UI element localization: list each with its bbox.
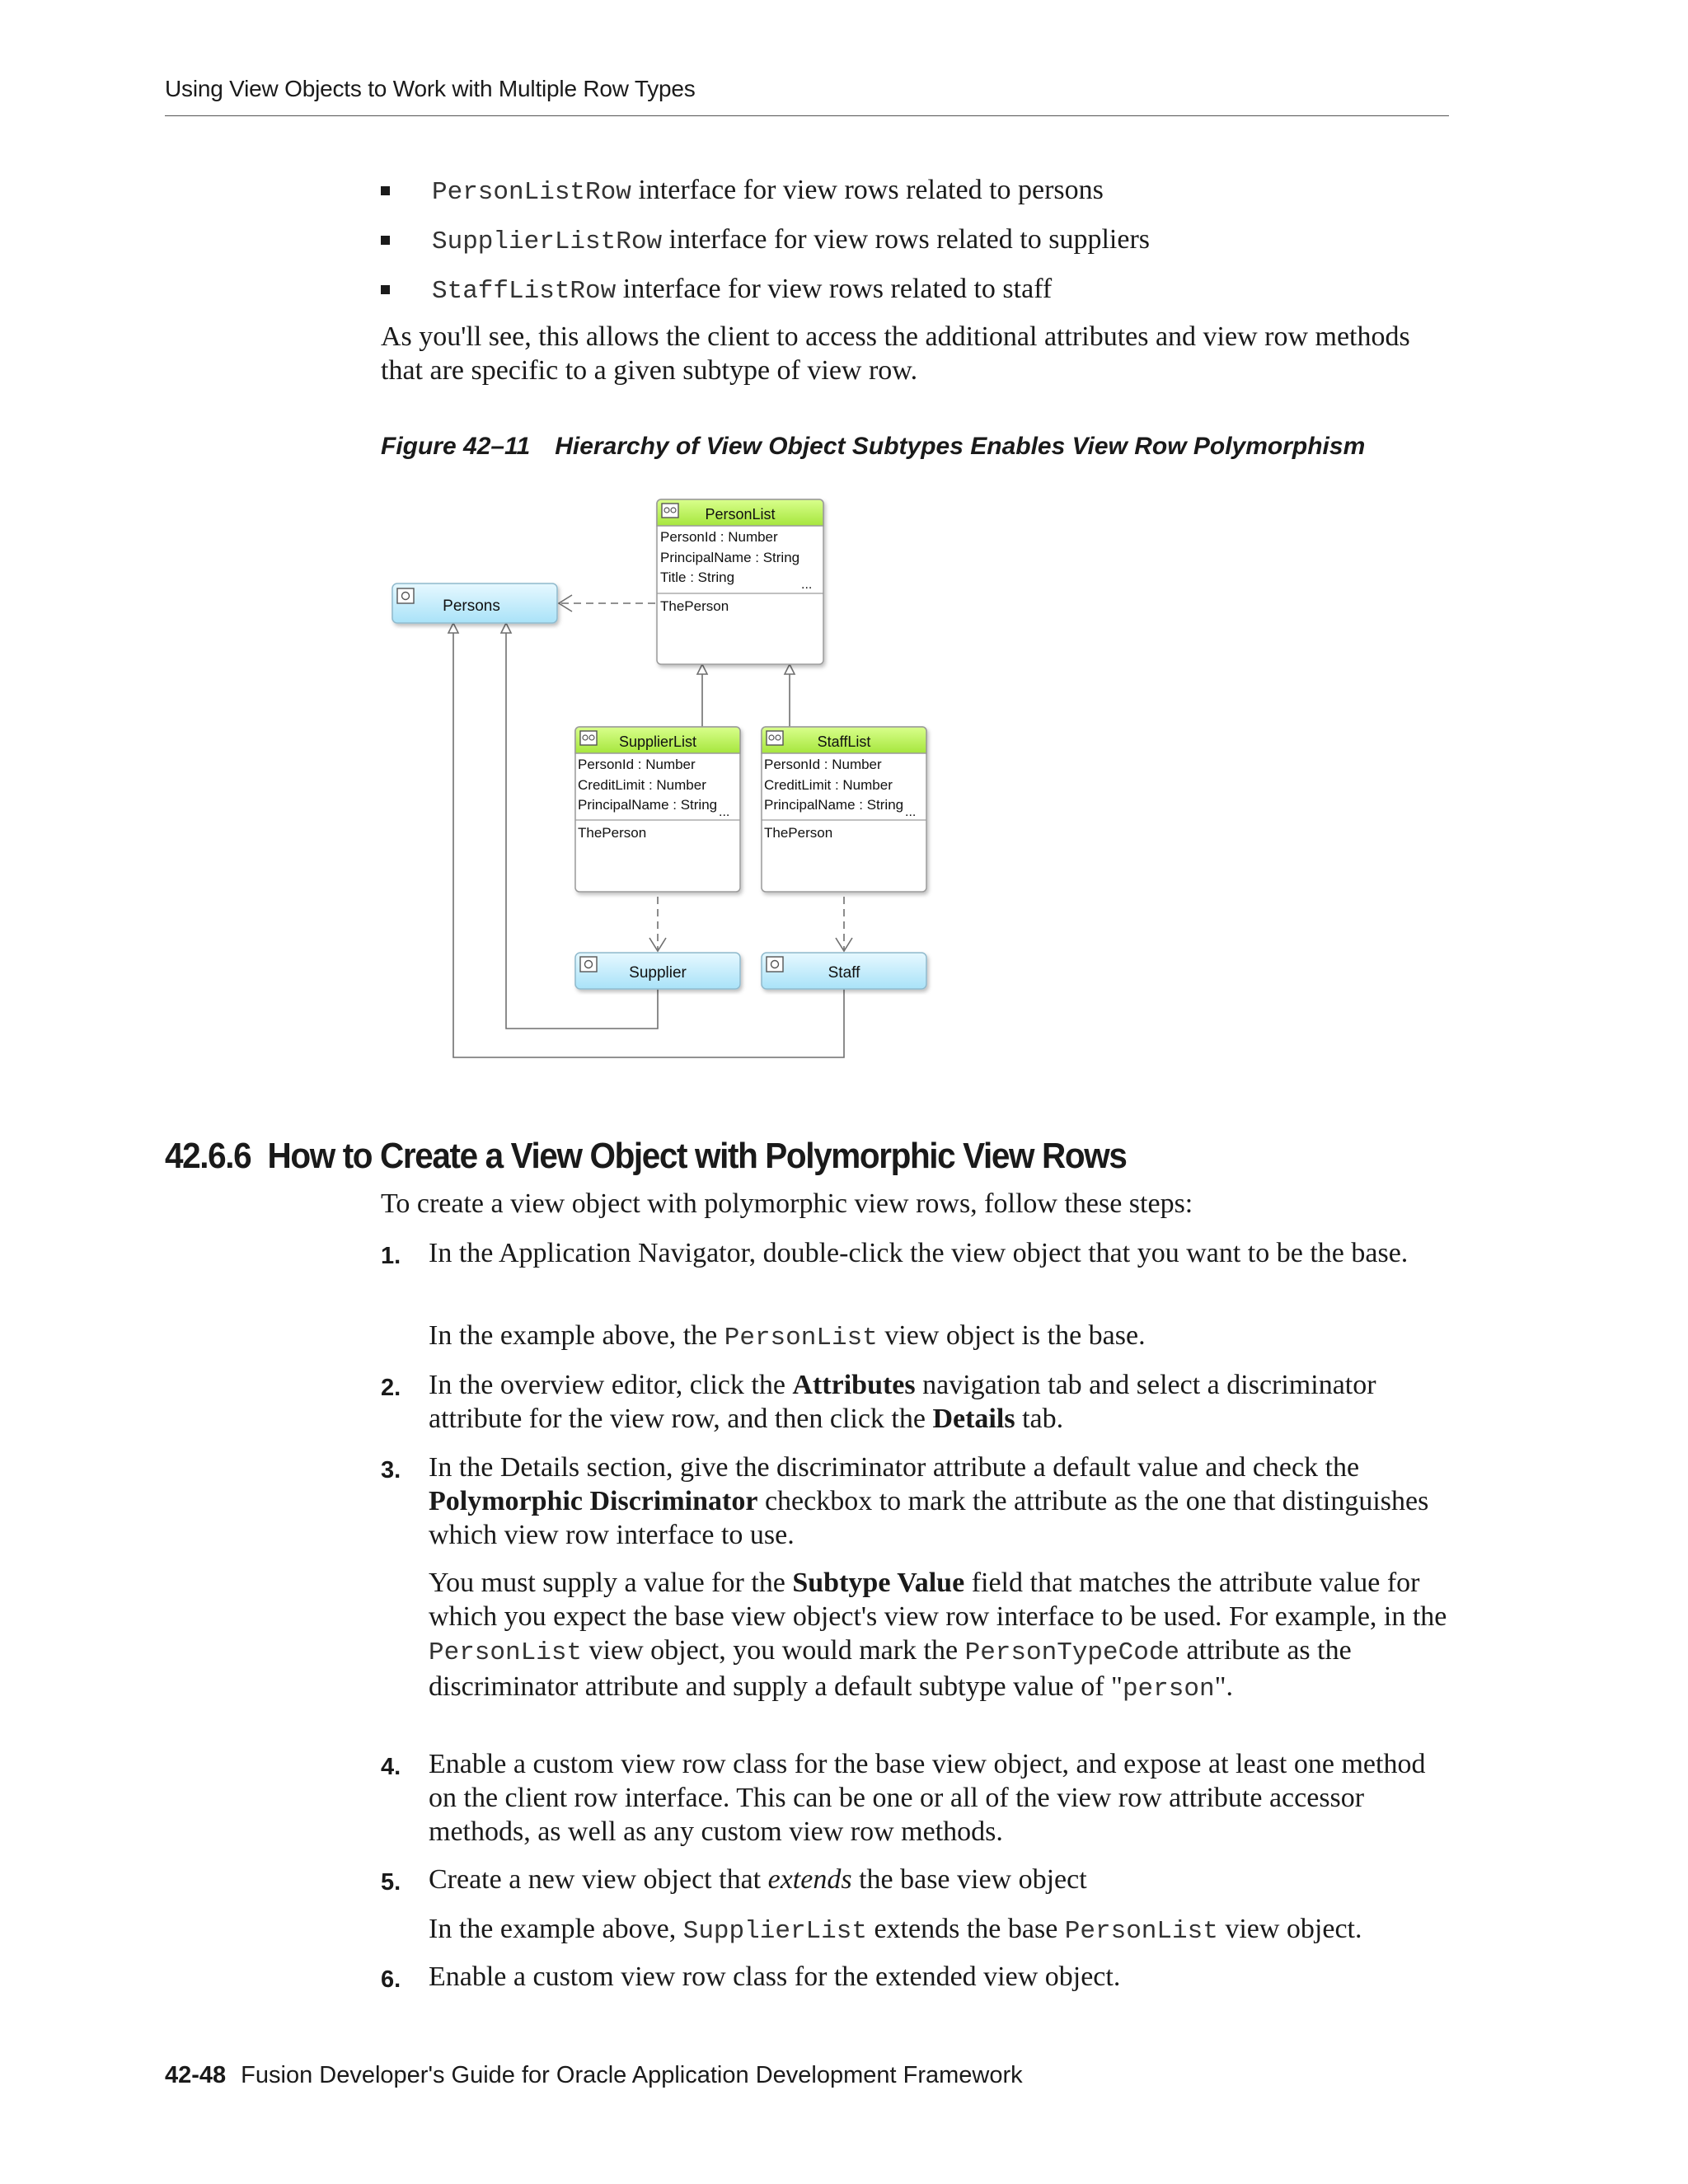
attribute-line: PrincipalName : String [578, 797, 718, 813]
step-note [429, 1566, 1451, 1706]
attribute-line: CreditLimit : Number [578, 777, 706, 793]
code-term: SupplierList [682, 1917, 867, 1946]
step-text-part: In the overview editor, click the [429, 1370, 793, 1400]
step-text-part: Create a new view object that [429, 1864, 768, 1895]
view-object-icon [767, 731, 783, 745]
attribute-line: PrincipalName : String [764, 797, 904, 813]
step-number: 6. [381, 1966, 401, 1993]
attribute-line: Title : String [660, 569, 735, 585]
section-number: 42.6.6 [165, 1136, 251, 1176]
association-accessor: ThePerson [578, 825, 647, 841]
step-number: 5. [381, 1869, 401, 1896]
code-term: PersonList [724, 1324, 878, 1352]
bullet-text: interface for view rows related to persons [631, 175, 1104, 205]
attribute-line: CreditLimit : Number [764, 777, 893, 793]
note-text: attribute as the discriminator attribute and supply a default subtype value of " [429, 1635, 1352, 1702]
bullet-text: interface for view rows related to staff [616, 274, 1053, 304]
ui-label-bold: Subtype Value [792, 1568, 965, 1598]
note-text: field that matches the attribute value for which you expect the base view object's view row interface to be used. For example, in the [429, 1568, 1447, 1632]
step-number: 3. [381, 1457, 401, 1483]
step-text-part: the base view object [851, 1864, 1087, 1895]
figure-label: Figure 42–11 [381, 433, 531, 460]
entity-icon [397, 588, 414, 603]
ui-label-bold: Details [932, 1404, 1015, 1434]
stafflist-name: StaffList [817, 733, 871, 750]
step-note [429, 1912, 1451, 1948]
note-text: In the example above, [429, 1914, 683, 1944]
note-text: You must supply a value for the [429, 1568, 793, 1598]
code-term: PersonList [429, 1638, 583, 1667]
step-text: In the Application Navigator, double-click the view object that you want to be the base. [429, 1238, 1409, 1268]
book-title: Fusion Developer's Guide for Oracle Application Development Framework [241, 2062, 1023, 2088]
code-term: person [1122, 1675, 1215, 1704]
section-intro: To create a view object with polymorphic view rows, follow these steps: [381, 1188, 1193, 1219]
attribute-ellipsis: ... [905, 805, 917, 819]
code-term: SupplierListRow [432, 227, 663, 256]
attribute-line: PersonId : Number [660, 529, 778, 545]
ui-label-bold: Polymorphic Discriminator [429, 1486, 758, 1516]
note-text: In the example above, the [429, 1320, 724, 1351]
note-text: ". [1214, 1671, 1233, 1702]
association-accessor: ThePerson [764, 825, 833, 841]
step-number: 4. [381, 1754, 401, 1780]
arrowhead-hollow [785, 664, 795, 674]
section-title: How to Create a View Object with Polymorphic View Rows [267, 1136, 1127, 1176]
running-header: Using View Objects to Work with Multiple Row Types [165, 76, 696, 101]
code-term: StaffListRow [432, 277, 617, 306]
step-text-part: checkbox to mark the attribute as the one that distinguishes which view row interface to use. [429, 1486, 1429, 1550]
attribute-line: PersonId : Number [578, 757, 696, 772]
note-text: extends the base [866, 1914, 1065, 1944]
arrowhead-hollow [448, 623, 458, 633]
code-term: PersonTypeCode [964, 1638, 1180, 1667]
view-object-icon [580, 731, 597, 745]
ui-label-bold: Attributes [792, 1370, 916, 1400]
step-text [429, 1451, 1451, 1552]
step-text: Enable a custom view row class for the base view object, and expose at least one method on the client row interface. This can be one or all of the view row attribute accessor methods, as well as any custom view row methods. [429, 1749, 1426, 1847]
emphasis-text: extends [767, 1864, 852, 1895]
personlist-name: PersonList [705, 506, 776, 523]
staff-label: Staff [828, 964, 860, 982]
note-text: view object. [1217, 1914, 1362, 1944]
attribute-ellipsis: ... [719, 805, 730, 819]
step-number: 2. [381, 1375, 401, 1401]
attribute-line: PrincipalName : String [660, 550, 800, 565]
page-number: 42-48 [165, 2062, 227, 2088]
entity-icon [580, 957, 597, 972]
step-note [429, 1319, 1451, 1355]
association-accessor: ThePerson [660, 598, 729, 614]
note-text: view object is the base. [877, 1320, 1146, 1351]
bullet-text: interface for view rows related to suppliers [662, 224, 1150, 255]
step-text-part: In the Details section, give the discriminator attribute a default value and check the [429, 1452, 1360, 1483]
code-term: PersonListRow [432, 178, 631, 207]
attribute-ellipsis: ... [801, 578, 813, 592]
step-number: 1. [381, 1243, 401, 1269]
step-text [429, 1368, 1451, 1436]
supplier-label: Supplier [629, 964, 687, 982]
persons-label: Persons [443, 598, 500, 615]
step-text [429, 1863, 1451, 1896]
figure-title: Hierarchy of View Object Subtypes Enables View Row Polymorphism [555, 433, 1366, 460]
view-object-icon [662, 504, 678, 518]
section-heading [165, 1136, 1126, 1177]
step-text-part: tab. [1015, 1404, 1064, 1434]
arrowhead-hollow [501, 623, 511, 633]
entity-icon [767, 957, 783, 972]
page-footer [165, 2062, 1023, 2089]
attribute-line: PersonId : Number [764, 757, 882, 772]
intro-paragraph: As you'll see, this allows the client to access the additional attributes and view row methods that are specific to a given subtype of view row. [381, 321, 1410, 386]
arrowhead-hollow [697, 664, 707, 674]
note-text: view object, you would mark the [582, 1635, 965, 1666]
code-term: PersonList [1064, 1917, 1218, 1946]
uml-diagram [0, 0, 1688, 1088]
step-text-part: navigation tab and select a discriminator attribute for the view row, and then click the [429, 1370, 1376, 1434]
supplierlist-name: SupplierList [618, 733, 697, 750]
step-text: Enable a custom view row class for the extended view object. [429, 1961, 1121, 1992]
